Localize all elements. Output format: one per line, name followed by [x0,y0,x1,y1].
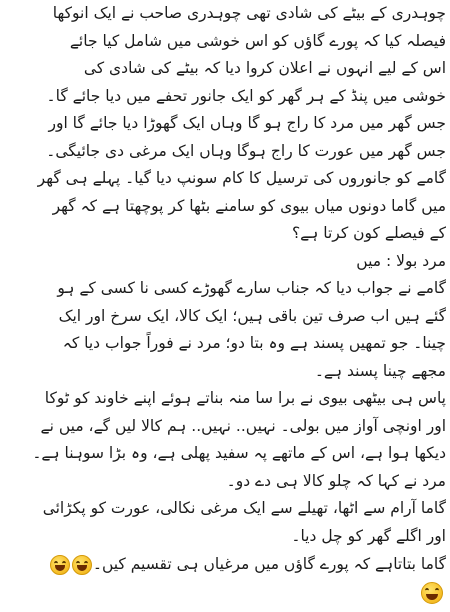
text-line: گامے نے جواب دیا کہ جناب سارے گھوڑے کسی نا کسی کے ہو [57,279,446,297]
text-line: جس گھر میں مرد کا راج ہو گا وہاں ایک گھوڑا دیا جائے گا اور [48,114,446,132]
text-line: کے فیصلے کون کرتا ہے؟ [291,224,446,242]
text-line: مجھے چینا پسند ہے۔ [314,361,446,380]
grinning-face-emoji [50,555,70,575]
final-text-line [6,550,446,582]
final-text: گاما بتاتاہے کہ پورے گاؤں میں مرغیاں ہی تقسیم کیں۔ [92,555,446,573]
text-line: گامے کو جانوروں کی ترسیل کا کام سونپ دیا گیا۔ پہلے ہی گھر [37,169,446,187]
text-line: مرد نے کہا کہ چلو کالا ہی دے دو۔ [226,471,446,490]
text-line: فیصلہ کیا کہ پورے گاؤں کو اس خوشی میں شامل کیا جائے [69,31,446,50]
text-line: جس گھر میں عورت کا راج ہوگا وہاں ایک مرغی دی جائیگی۔ [46,141,446,160]
grinning-face-emoji [421,582,443,604]
text-line: چوہدری کے بیٹے کی شادی تھی چوہدری صاحب نے ایک انوکھا [52,4,446,22]
face-with-hand-over-mouth-emoji [72,555,92,575]
text-line: دیکھا ہوا ہے، اس کے ماتھے پہ سفید پھلی ہے، وہ بڑا سوہنا ہے۔ [32,444,446,462]
text-line: مرد بولا : میں [356,251,446,270]
text-line: پاس ہی بیٹھی بیوی نے برا سا منہ بناتے ہوئے اپنے خاوند کو ٹوکا [44,389,446,407]
text-line: گاما آرام سے اٹھا، تھیلے سے ایک مرغی نکالی، عورت کو پکڑائی [42,499,446,517]
text-line: خوشی میں پنڈ کے ہر گھر کو ایک جانور تحفے میں دیا جائے گا۔ [46,86,446,105]
text-line: میں گاما دونوں میاں بیوی کو سامنے بٹھا کر پوچھتا ہے کہ گھر [52,196,446,215]
trailing-emoji-row [6,582,446,612]
text-line: چینا۔ جو تمھیں پسند ہے وہ بتا دو؛ مرد نے فوراً جواب دیا کہ [62,334,446,352]
text-line: گئے ہیں اب صرف تین باقی ہیں؛ ایک کالا، ایک سرخ اور ایک [58,306,446,325]
text-line: اس کے لیے انہوں نے اعلان کروا دیا کہ بیٹے کی شادی کی [83,59,446,77]
text-line: اور اونچی آواز میں بولی۔ نہیں.. نہیں.. ہم کالا لیں گے، میں نے [40,416,446,435]
text-line: اور اگلے گھر کو چل دیا۔ [291,526,446,545]
